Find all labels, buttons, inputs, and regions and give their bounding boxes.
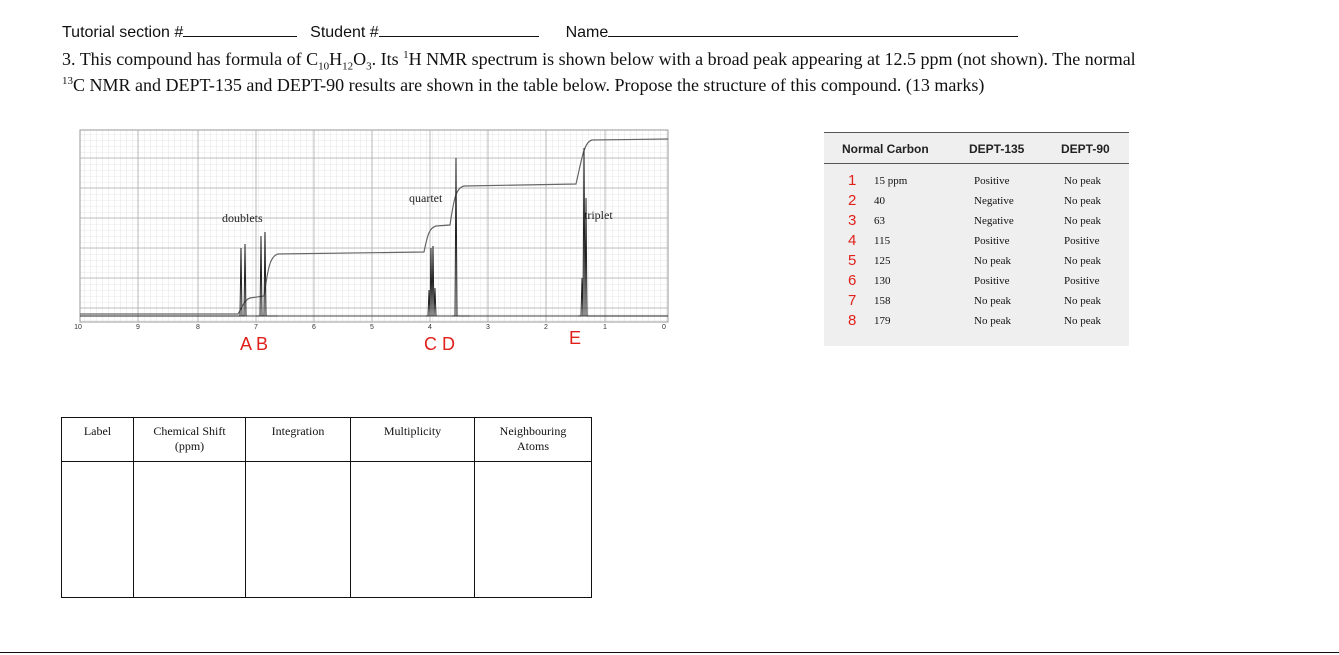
dept135-value: Negative [974,195,1014,207]
dept90-value: No peak [1064,295,1101,307]
header-text: Atoms [516,439,549,453]
tick-label: 6 [312,324,316,331]
triplet-label: triplet [584,208,613,222]
spectrum-grid [80,130,668,322]
question-part: H [329,49,343,69]
table-row [824,272,1129,295]
carbon-number: 5 [848,252,857,269]
dept135-value: Positive [974,175,1010,187]
header-label [62,418,134,462]
table-header-rule [824,163,1129,164]
header-text: (ppm) [174,439,205,453]
header-text: Chemical Shift [153,424,226,438]
nmr-spectrum [74,128,678,358]
carbon-number: 8 [848,312,857,329]
question-text [62,46,1322,98]
tick-label: 1 [603,324,607,331]
tick-label: 8 [196,324,200,331]
carbon-number: 1 [848,172,857,189]
table-row [824,192,1129,215]
name-blank[interactable] [608,22,1018,37]
dept135-value: Positive [974,275,1010,287]
dept135-value: Positive [974,235,1010,247]
tick-label: 2 [544,324,548,331]
tick-label: 4 [428,324,432,331]
answer-cell-label[interactable] [62,462,134,598]
table-row [824,172,1129,195]
tutorial-label: Tutorial section # [62,24,184,41]
header-text: Label [83,424,112,438]
header-line [62,22,1018,42]
header-neighbouring-atoms [475,418,592,462]
question-part: This compound has formula of C [79,49,319,69]
tick-label: 0 [662,324,666,331]
dept90-value: No peak [1064,315,1101,327]
carbon-number: 6 [848,272,857,289]
answer-table [61,417,592,598]
dept135-value: No peak [974,255,1011,267]
tick-label: 9 [136,324,140,331]
header-multiplicity [351,418,475,462]
header-integration [246,418,351,462]
dept90-value: No peak [1064,215,1101,227]
answer-body-row [62,462,592,598]
table-row [824,312,1129,335]
subscript: 12 [342,60,354,73]
answer-cell-integration[interactable] [246,462,351,598]
name-label: Name [565,24,609,41]
header-dept135: DEPT-135 [969,142,1025,156]
carbon-shift: 125 [874,255,891,267]
letters-cd: C D [424,334,455,354]
question-part: . Its [371,49,404,69]
carbon-number: 2 [848,192,857,209]
dept90-value: No peak [1064,195,1101,207]
tutorial-blank[interactable] [183,22,297,37]
dept90-value: Positive [1064,235,1100,247]
header-text: Neighbouring [499,424,567,438]
header-text: Integration [271,424,325,438]
header-normal-carbon: Normal Carbon [842,142,929,156]
tick-label: 10 [74,324,82,331]
student-label: Student # [310,24,379,41]
header-chemical-shift [134,418,246,462]
answer-cell-neighbours[interactable] [475,462,592,598]
student-blank[interactable] [379,22,539,37]
carbon-shift: 15 ppm [874,175,908,187]
question-part: C NMR and DEPT-135 and DEPT-90 results are shown in the table below. Propose the structure of this compound. (13 marks) [73,75,985,95]
dept135-value: No peak [974,295,1011,307]
letters-ab: A B [240,334,269,354]
dept90-value: No peak [1064,255,1101,267]
question-number: 3. [62,49,76,69]
table-row [824,292,1129,315]
answer-header-row [62,418,592,462]
tick-label: 7 [254,324,258,331]
superscript: 13 [62,75,73,87]
table-row [824,232,1129,255]
table-row [824,252,1129,275]
carbon-shift: 40 [874,195,885,207]
carbon-shift: 115 [874,235,891,247]
carbon-dept-table [824,132,1129,346]
table-top-rule [824,132,1129,133]
question-part: H NMR spectrum is shown below with a broad peak appearing at 12.5 ppm (not shown). The normal [408,49,1136,69]
subscript: 3 [366,60,372,73]
dept135-value: Negative [974,215,1014,227]
carbon-shift: 158 [874,295,891,307]
header-dept90: DEPT-90 [1061,142,1110,156]
subscript: 10 [318,60,330,73]
carbon-shift: 63 [874,215,885,227]
carbon-number: 4 [848,232,857,249]
dept90-value: No peak [1064,175,1101,187]
dept90-value: Positive [1064,275,1100,287]
carbon-number: 3 [848,212,857,229]
letter-e: E [569,328,582,348]
table-row [824,212,1129,235]
page-bottom-rule [0,652,1339,653]
dept135-value: No peak [974,315,1011,327]
answer-cell-multiplicity[interactable] [351,462,475,598]
superscript: 1 [403,49,409,61]
carbon-shift: 130 [874,275,891,287]
tick-label: 3 [486,324,490,331]
answer-cell-shift[interactable] [134,462,246,598]
doublets-label: doublets [222,211,263,225]
header-text: Multiplicity [383,424,442,438]
carbon-number: 7 [848,292,857,309]
question-part: O [353,49,367,69]
carbon-shift: 179 [874,315,891,327]
quartet-label: quartet [409,191,443,205]
tick-label: 5 [370,324,374,331]
